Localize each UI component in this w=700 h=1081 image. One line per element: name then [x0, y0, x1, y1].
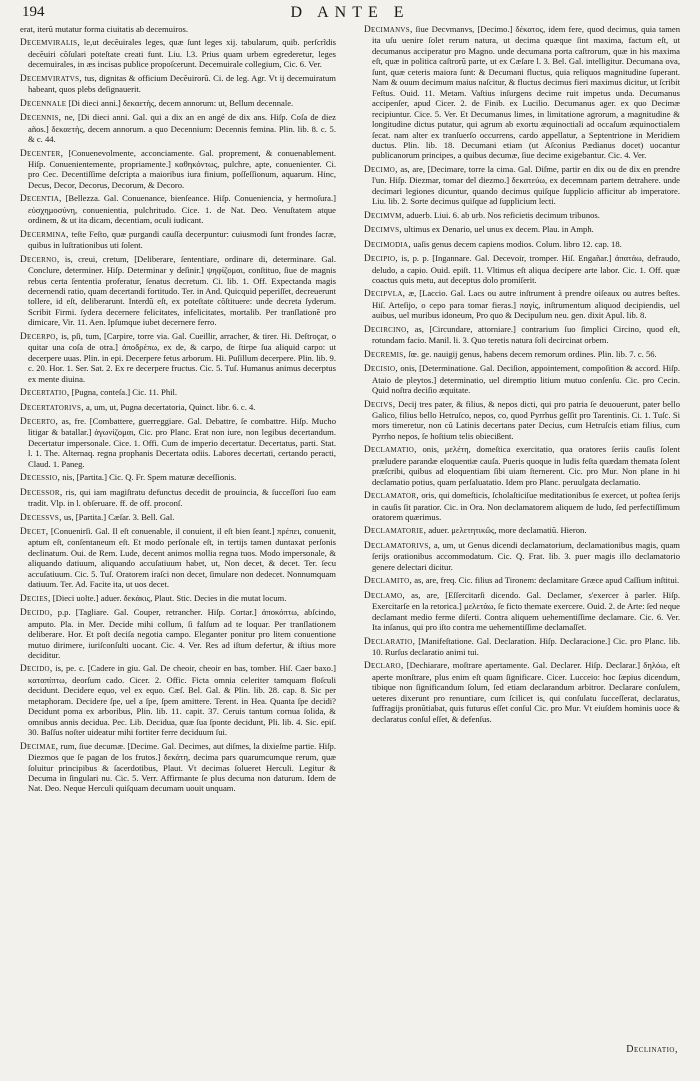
entry-text: Decij tres pater, & filius, & nepos dicti, qui pro patria ſe deuouerunt, pater bello Galico, filius bello Hetruſco, nepos, co, quod Pyrrhus geſſit pro Tarentinis. Ci. 1. Tuſc. Si mors timeretur, non cũ Latinis decertans pater Decius, cum Hetruſcis etiam filius, cum Pyrrho nepos, ſe hoſtium telis obiecißent.: [372, 398, 680, 441]
entry-headword: Decimvs,: [364, 225, 402, 236]
dictionary-entry: [364, 540, 680, 572]
dictionary-entry: [20, 24, 336, 34]
entry-headword: Decessor,: [20, 487, 63, 498]
entry-text: a, um, ut Genus dicendi declamatorium, declamationibus magis, quam ſerijs orationibus accommodatum. Cic. Q. Frat. lib. 3. puer magis illo declamatorio genere delectari dicitur.: [372, 539, 680, 572]
entry-text: us, [Partita.] Cæſar. 3. Bell. Gal.: [63, 511, 175, 522]
dictionary-entry: [20, 148, 336, 191]
entry-headword: Declamatorivs,: [364, 540, 432, 551]
entry-text: ultimus ex Denario, uel unus ex decem. Plau. in Amph.: [404, 224, 594, 235]
dictionary-entry: [364, 399, 680, 442]
entry-text: [Conuenirſi. Gal. Il eſt conuenable, il conuient, il eſt bien ſeant.] πρέπει, conuenit, aptum eſt, conſentaneum eſt. Et modo perſonale eſt, in tertijs tamen duntaxat perſonis declinatum. Oui. de Rem. Lude, decent animos mollia regna tuos. Modo impersonale, & aliquando datiuum, aliquando accuſatiuum habet, ut, Non decet, & decet. Ter. ſecu accuſatiuum. Cic. 5. Tuſ. Oratorem iraſci non decet, ſimulare non dedecet. Nonnumquam datiuum. Ter. Ad. Facite ita, ut uos decet.: [28, 526, 336, 590]
entry-headword: Decermina,: [20, 229, 69, 240]
entry-headword: Decet,: [20, 527, 49, 538]
entry-text: ſiue Decvmanvs, [Decimo.] δέκατος, idem fere, quod decimus, quia tamen ita uſu uenire ſolet rerum natura, ut decima quæque ſint maxima, factum eſt, ut decumanus acciperatur pro Magno. unde decumana porta caſtrorum, quæ in his maxima eſt, quæ in politica caſtrorũ parte, ut ex Cæſare l. 3. Bel. Gal. intelligitur. Decumana ova, ſunt, quæ ceteris maiora ſunt: & Decumani fluctus, quia reliquos magnitudine ſuperant. Nam & ouum decimum maius naſcitur, & fluctus decimus fieri maximus dicitur, ut ſcribit Feſtus. Ouid. 11. Metam. Vaſtius inſurgens decime ruit impetus unda. Decumanus accipenſer, apud Cicer. 2. de Finib. ex Lucilio. Decumanus ager. ex quo Decimæ recipiuntur. Cice. 5. Ver. Et Decumanus limes, in limitatione agrorum, a magnitudine & longitudine dictus putatur, qui agrum ab exortu æquinoctiali ad occaſum æquinoctialem ſecat. nam alter ex tranſuerſo occurrens, cardo appellatur, a Septentrione in Meridiem ductus. Plin. lib. 18. Decumani etiam (ut Aſconius Pædianus docet) uocantur publicanorum principes, a quibus decumæ, ſiue decime exigebantur. Cic. 4. Ver.: [372, 24, 680, 161]
dictionary-entry: [364, 444, 680, 487]
entry-text: aduer. μελετητικῶς, more declamatiũ. Hieron.: [428, 525, 587, 536]
entry-headword: Decimae,: [20, 741, 59, 752]
entry-headword: Decipio,: [364, 254, 398, 265]
entry-headword: Decido,: [20, 664, 53, 675]
entry-headword: Decimo,: [364, 164, 398, 175]
dictionary-entry: [20, 387, 336, 398]
entry-headword: Declamito,: [364, 576, 413, 587]
entry-text: onis, μελέτη, domeſtica exercitatio, qua oratores ſeriis cauſis ſolent præludere parandæ eloquentiæ cauſa. Pueris quoque in ludis feſta quædam themata ſolent præſcribi, quibus ad eloquentiam ſibi uiam ſternerent. Cic. pro Mur. Non plane in hi declamatio potius, quam perſaluatatio. Idem pro Planc. peruulgata declamatio.: [372, 444, 680, 487]
entry-text: oris, qui domeſticis, ſcholaſticiſue meditationibus ſe exercet, ut poſtea ſerijs in cauſis ſit paratior. Cic. in Ora. Non declamatorem aliquem de ludo, ſed perfectiſſimum oratorem quærimus.: [372, 490, 680, 523]
entry-headword: Decenter,: [20, 148, 64, 159]
dictionary-entry: [20, 416, 336, 469]
entry-headword: Decemviratvs,: [20, 73, 82, 84]
dictionary-entry: [20, 526, 336, 590]
entry-headword: Decimanvs,: [364, 25, 413, 35]
entry-text: [Dechiarare, moſtrare apertamente. Gal. Declarer. Hiſp. Declarar.] δηλόω, eſt aperte monſtrare, plus enim eſt quam ſignificare. Cicer. Lucceio: hoc ſæpius dicendum, tibique non ſignificandum ſolum, ſed etiam declarandum arbitror. Declarare conſulem, ueteres dixerunt pro renuntiare, cum ſcilicet is, qui conſulatu ſucceſſerat, declaratus, ſuffragijs pronũtiabat, quis futurus eſſet conſul Cic. pro Mur. Vt eiuſdem hominis uoce & declaratus conſul eſſet, & defenſus.: [372, 660, 680, 724]
dictionary-entry: [364, 590, 680, 633]
dictionary-entry: [20, 487, 336, 509]
dictionary-entry: [20, 593, 336, 604]
dictionary-entry: [364, 636, 680, 658]
dictionary-entry: [20, 229, 336, 251]
entry-headword: Decipvla,: [364, 289, 406, 300]
entry-text: [Conuenevolmente, acconciamente. Gal. proprement, & conuenablement. Hiſp. Conuenientemente, propriamente.] καθηκόντως, pulchre, apte, conuenienter. Ci. pro Cec. Decentiſſime deſcripta a maioribus iura finium, poſſeſſionum, aquarum. Hinc, Decus, Decor, Decorus, Decorum, & Decoro.: [28, 147, 336, 190]
entry-text: æ, [Laccio. Gal. Lacs ou autre inſtrument à prendre oiſeaux ou autres beſtes. Hiſ. Arteſijo, o cepo para tomar fieras.] παγίς, inſtrumentum aliquod decipiendis, uel auibus, uel muribus idoneum, Pro quo & Decipulum neu. gen. dixit Apul. lib. 8.: [372, 288, 680, 321]
dictionary-entry: [364, 164, 680, 207]
entry-headword: Declaratio,: [364, 636, 416, 647]
right-column: [364, 24, 680, 1049]
entry-headword: Decircino,: [364, 324, 410, 335]
entry-headword: Decerto,: [20, 416, 59, 427]
catchword: Declinatio,: [626, 1044, 678, 1055]
dictionary-entry: [364, 210, 680, 221]
entry-headword: Decentia,: [20, 194, 62, 205]
entry-text: ne, [Di dieci anni. Gal. qui a dix an en angé de dix ans. Hiſp. Coſa de diez años.] δεκαετὴς, decem annorum. a quo Decennium: Decennis femina. Plin. lib. 8. c. 5. & c. 44.: [28, 112, 336, 145]
dictionary-entry: [364, 239, 680, 250]
entry-headword: Decennale: [20, 98, 67, 109]
dictionary-entry: [20, 607, 336, 660]
entry-headword: Declamo,: [364, 590, 405, 601]
dictionary-entry: [364, 575, 680, 586]
entry-text: [Bellezza. Gal. Conuenance, bienſeance. Hiſp. Conueniencia, y hermoſura.] εὐσχημοσύνη, conuenientia, pulchritudo. Cice. 1. de Nat. Deo. Venuſtatem atque ordinem, & ut ita dicam, decentiam, oculi iudicant.: [28, 193, 336, 226]
dictionary-entry: [20, 663, 336, 737]
dictionary-entry: [364, 288, 680, 320]
dictionary-entry: [20, 512, 336, 523]
entry-headword: Decremis,: [364, 349, 407, 360]
entry-headword: Decennis,: [20, 113, 62, 124]
left-column: [20, 24, 336, 1049]
entry-headword: Decerno,: [20, 254, 60, 265]
entry-headword: Decimodia,: [364, 239, 412, 250]
dictionary-entry: [20, 402, 336, 413]
entry-headword: Declamatorie,: [364, 526, 427, 537]
entry-headword: Decessvs,: [20, 512, 62, 523]
dictionary-entry: [364, 324, 680, 346]
entry-text: as, are, freq. Cic. filius ad Tironem: declamitare Græce apud Caſſium inſtitui.: [414, 575, 680, 586]
entry-headword: Decisio,: [364, 364, 398, 375]
dictionary-entry: [20, 98, 336, 109]
entry-text: is, creui, cretum, [Deliberare, ſententiare, ordinare di, determinare. Gal. Conclure, determiner. Hiſp. Determinar y deſinir.] ψηφίζομαι, conſtituo, ſiue de magnis rebus certa ſententia proferatur, ſenatus decretum. Ci. lib. 1. Off. Expectanda magis decernendi ratio, quam decertandi fortitudo. Ter. in And. Quicquid peperiſſet, decreuerunt tollere, id eſt, deliberarunt. Interdũ eſt, ex poteſtate cõſtituere: unde decreta ſyderum. Scribit Firmi. ſydera decernere felicitates, infelicitates, mortalib. Per tranſlationẽ pro dimicare, Vir. 11. Aen. Ipſumque iubet decernere ferro.: [28, 253, 336, 328]
dictionary-entry: [20, 741, 336, 794]
entry-text: aduerb. Liui. 6. ab urb. Nos reficietis decimum tribunos.: [406, 209, 600, 220]
dictionary-entry: [364, 24, 680, 161]
dictionary-entry: [20, 254, 336, 328]
entry-headword: Declaro,: [364, 661, 404, 672]
entry-text: le,ut decẽuirales leges, quæ ſunt leges xij. tabularum, quib. perſcrĩdis decẽuiri cõſulari poteſtate creati funt. Liu. l.3. Prius quam urbem egrederetur, leges decemuirales, in æs incisas publice propoſcerunt. Decemuirale collegium, Cic. 6. Ver.: [28, 37, 336, 70]
dictionary-entry: [364, 349, 680, 360]
entry-headword: Decies,: [20, 593, 51, 604]
entry-text: is, pſi, tum, [Carpire, torre via. Gal. Cueillir, arracher, & tirer. Hi. Deſtroçar, o quitar una coſa de otra.] ἀποδρέπω, ex de, & carpo, de ſtirpe ſua aliquid carpo: ut decerpere uuas. Plin. in epi. Decerpere fetus arborum. Hi. Puſillum decerpere. Plin. lib. 9. c. 20. Hor. 1. Ser. Sat. 2. Ex re decerpere fructus. Cic. 5. Tuſ. Humanus animus decerptus ex mente diuina.: [28, 330, 336, 384]
entry-headword: Decertatio,: [20, 388, 70, 399]
entry-text: as, are, [Eſſercitarſi dicendo. Gal. Declamer, s'exercer à parler. Hiſp. Exercitarſe en la retorica.] μελετάω, ſe ficto themate exercere. Ouid. 2. de Arte: ſed neque declamant medio ferme diſerti. Contra aliquem uehementiſſime declamare. Cic. 6. Ver. Ita inſanus, qui pro iſto contra me uehementiſſime declamaſſet.: [372, 589, 680, 633]
entry-text: rum, ſiue decumæ. [Decime. Gal. Decimes, aut diſmes, la dixieſme partie. Hiſp. Diezmos que ſe pagan de los frutos.] δεκάτη, decima pars quarumcumque rerum, quæ ſoluitur principibus & ſacerdotibus, Plaut. Vt decimas ſolueret Herculi. Legitur & Decuma in ſingulari nu. Cic. 5. Verr. Affirmante ſe plus decuma non daturum. Idem de Nat. Deo. Neque Herculi quiſquam decumam uouit unquam.: [28, 740, 336, 794]
entry-text: onis, [Determinatione. Gal. Deciſion, appointement, compoſition & accord. Hiſp. Ataio de pleytos.] determinatio, uel diremptio litium mutuo conſenſu. Cic. pro Cecin. Quid noſtra deciſio æquitate.: [372, 363, 680, 396]
entry-text: teſte Feſto, quæ purgandi cauſſa decerpuntur: cuiusmodi ſunt frondes ſacræ, quibus in luſtrationibus uti ſolent.: [28, 228, 336, 251]
entry-text: [Dieci uolte.] aduer. δεκάκις, Plaut. Stic. Decies in die mutat locum.: [52, 592, 287, 603]
dictionary-entry: [20, 73, 336, 95]
dictionary-entry: [20, 112, 336, 144]
entry-text: a, um, ut, Pugna decertatoria, Quinct. libr. 6. c. 4.: [86, 401, 256, 412]
entry-text: as, fre. [Combattere, guerreggiare. Gal. Debattre, ſe combattre. Hiſp. Mucho litigar & batallar.] ἀγωνίζομαι, Cic. pro Planc. Erat non iure, non legibus decertandum. Decertatur impersonale. Cice. 1. Offi. Cum de imperio decertatur. Decertatus, parti. Stat. l. 1. The. Alternaq. regna prophanis Decertata odiis. Labores decertati, certando peracti, Claud. 1. Paneg.: [28, 415, 336, 469]
entry-text: [Pugna, conteſa.] Cic. 11. Phil.: [71, 387, 178, 398]
dictionary-entry: [364, 253, 680, 285]
entry-text: [Di dieci anni.] δεκαετὴς, decem annorum: ut, Bellum decennale.: [68, 97, 294, 108]
entry-text: ſœ. ge. nauigij genus, habens decem remorum ordines. Plin. lib. 7. c. 56.: [408, 348, 657, 359]
page-number: 194: [22, 4, 45, 20]
entry-headword: Declamator,: [364, 491, 419, 502]
entry-text: ris, qui iam magiſtratu defunctus decedit de prouincia, & ſucceſſori ſuo eam tradit. Vlp. in l. obſeruare. ff. de off. proconſ.: [28, 486, 336, 509]
running-title: D ANTE E: [290, 4, 410, 21]
entry-text: p.p. [Tagliare. Gal. Couper, retrancher. Hiſp. Cortar.] ἀποκόπτω, abſcindo, amputo. Pla. in Mer. Decide mihi collum, ſi falſum ad te loquar. Per tranſlationem deliberare. Hor. Et poſt deciſa negotia campo. Eleganter ponitur pro litem conuentione mutuo dirimere, iuriſconſulti uocant. Cic. 4. Ver. Res ad iſtum defertur, & iſtius more deciditur.: [28, 607, 336, 661]
dictionary-entry: [20, 37, 336, 69]
dictionary-entry: [20, 331, 336, 384]
dictionary-entry: [364, 525, 680, 536]
entry-text: [Manifeſtatione. Gal. Declaration. Hiſp. Declaracione.] Cic. pro Planc. lib. 10. Rurſus declaratio animi tui.: [372, 635, 680, 658]
entry-text: erat, iterũ mutatur forma ciuitatis ab decemuiros.: [20, 24, 188, 34]
entry-text: uaſis genus decem capiens modios. Colum. libro 12. cap. 18.: [413, 238, 622, 249]
entry-headword: Decertatorivs,: [20, 402, 84, 413]
entry-text: as, [Circundare, attorniare.] contrarium ſuo ſimplici Circino, quod eſt, rotundam facio. Manil. li. 3. Quo teretis natura ſoli decircinat orbem.: [372, 323, 680, 346]
entry-text: is, pe. c. [Cadere in giu. Gal. De cheoir, cheoir en bas, tomber. Hiſ. Caer baxo.] καταπίπτω, deorſum cado. Cicer. 2. Offic. Ficta omnia celeriter tamquam floſculi decidunt. Decidere equo, vel ex equo. Cæſ. Bel. Gal. & Plin. lib. 28. cap. 8. Sic per metaphoram. Decidere ſpe, uel a ſpe, ſpem amittere. Terent. in Hea. Quanta ſpe decidi? Decidunt poma ex arboribus, Plin. lib. 11. capit. 37. Ceruis tantum cornua ſolida, & omnibus annis decidua. Pec. Lib. Decidua, quæ ſua ſponte decidunt, Pli. lib. 4. Sic. epiſ. 30. Baſſus noſter uideatur mihi fortiter ferre deciduum ſui.: [28, 663, 336, 738]
page-header: [22, 4, 678, 22]
entry-text: tus, dignitas & officium Decẽuirorũ. Ci. de leg. Agr. Vt ij decemuiratum habeant, quos plebs deſignauerit.: [28, 72, 336, 95]
dictionary-entry: [364, 490, 680, 522]
entry-text: as, are, [Decimare, torre la cima. Gal. Diſme, partir en dix ou de dix en prendre l'un. Hiſp. Diezmar, tomar del diezmo.] δεκατεύω, ex decemnam partem detrahere. unde decimari legiones dicuntur, quando decimus quiſque ſupplicio afficitur ab imperatore. Liu. lib. 2. Sorte decimus quiſque ad ſupplicium lecti.: [372, 163, 680, 207]
entry-headword: Decerpo,: [20, 331, 59, 342]
entry-headword: Decemviralis,: [20, 38, 80, 49]
entry-headword: Decimvm,: [364, 210, 405, 221]
dictionary-entry: [364, 363, 680, 395]
dictionary-entry: [364, 224, 680, 235]
entry-headword: Declamatio,: [364, 445, 417, 456]
dictionary-entry: [20, 193, 336, 225]
entry-text: is, p. p. [Ingannare. Gal. Decevoir, tromper. Hiſ. Engañar.] ἀπατάω, defraudo, deludo, a capio. Ouid. epiſt. 11. Vltimus eſt aliqua decipere arte labor. Cic. 1. Off. quæ coactus quis metu, aut deceptus dolo promiſerit.: [372, 253, 680, 285]
dictionary-entry: [20, 472, 336, 483]
entry-headword: Decessio,: [20, 473, 61, 484]
entry-headword: Decido,: [20, 608, 53, 619]
entry-text: nis, [Partita.] Cic. Q. Fr. Spem maturæ deceſſionis.: [62, 472, 237, 483]
dictionary-entry: [364, 660, 680, 724]
entry-headword: Decivs,: [364, 399, 396, 410]
